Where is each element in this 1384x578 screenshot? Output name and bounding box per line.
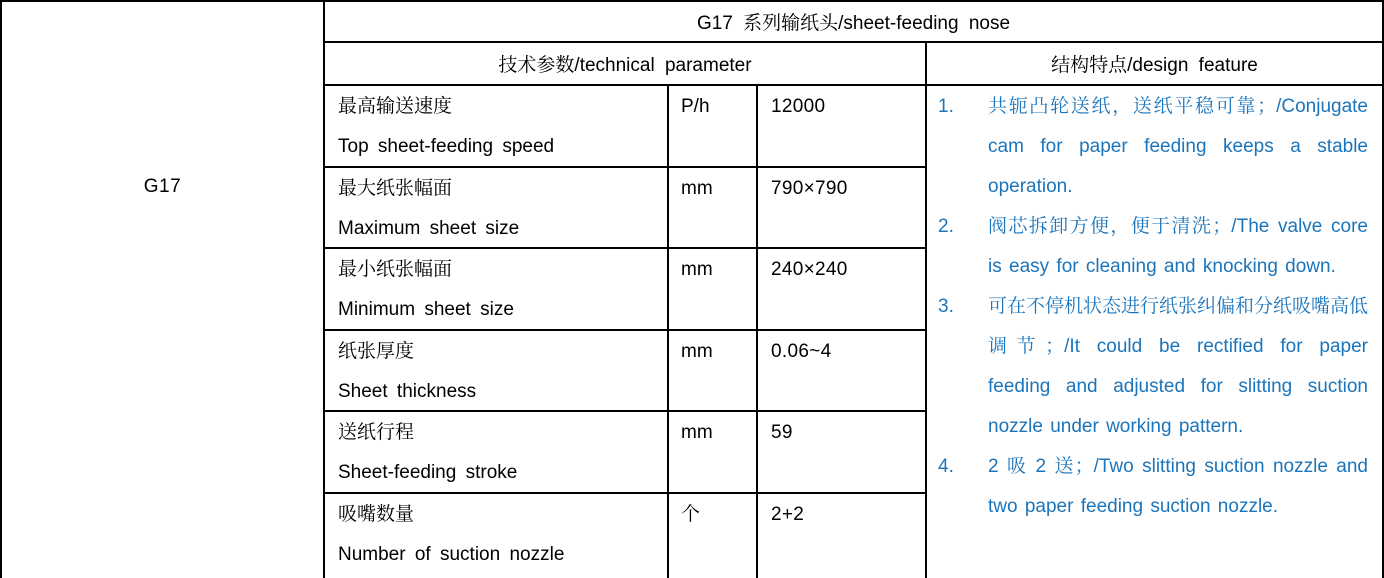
param-name-zh: 吸嘴数量	[338, 504, 415, 525]
param-name-en: Number of suction nozzle	[338, 544, 565, 565]
param-name-zh: 最高输送速度	[338, 96, 453, 117]
param-value: 59	[758, 412, 927, 494]
param-name-en: Minimum sheet size	[338, 299, 514, 320]
feature-text: 可在不停机状态进行纸张纠偏和分纸吸嘴高低调节；/It could be rectified for paper feeding and adjusted for slitting suction nozzle under working pattern.	[988, 296, 1369, 437]
param-value: 790×790	[758, 168, 927, 249]
feature-number: 4.	[938, 456, 954, 477]
param-name-en: Sheet-feeding stroke	[338, 462, 518, 483]
param-name-en: Maximum sheet size	[338, 218, 520, 239]
param-name-feeding-stroke	[325, 412, 669, 494]
design-feature-list	[927, 86, 1382, 578]
model-cell	[2, 2, 325, 578]
param-name-sheet-thickness	[325, 331, 669, 412]
feature-item	[938, 447, 1368, 527]
param-name-zh: 最小纸张幅面	[338, 259, 453, 280]
param-name-en: Top sheet-feeding speed	[338, 136, 555, 157]
param-unit: mm	[669, 249, 758, 331]
param-name-zh: 最大纸张幅面	[338, 178, 453, 199]
feature-number: 3.	[938, 296, 954, 317]
technical-parameter-header: 技术参数/technical parameter	[325, 43, 927, 86]
param-value: 0.06~4	[758, 331, 927, 412]
param-name-en: Sheet thickness	[338, 381, 477, 402]
param-unit: mm	[669, 331, 758, 412]
feature-item	[938, 207, 1368, 287]
param-unit: mm	[669, 168, 758, 249]
param-unit: 个	[669, 494, 758, 578]
feature-item	[938, 87, 1368, 207]
feature-item	[938, 287, 1368, 447]
table-title: G17 系列输纸头/sheet-feeding nose	[325, 2, 1382, 43]
param-name-top-speed	[325, 86, 669, 168]
feature-number: 2.	[938, 216, 954, 237]
param-name-suction-nozzle-count	[325, 494, 669, 578]
param-value: 240×240	[758, 249, 927, 331]
param-unit: P/h	[669, 86, 758, 168]
design-feature-header: 结构特点/design feature	[927, 43, 1382, 86]
feature-number: 1.	[938, 96, 954, 117]
model-label: G17	[143, 176, 182, 197]
feature-text: 共轭凸轮送纸，送纸平稳可靠；/Conjugate cam for paper feeding keeps a stable operation.	[988, 96, 1368, 197]
param-value: 2+2	[758, 494, 927, 578]
param-name-max-sheet-size	[325, 168, 669, 249]
param-name-zh: 纸张厚度	[338, 341, 415, 362]
feature-text: 阀芯拆卸方便，便于清洗；/The valve core is easy for cleaning and knocking down.	[988, 216, 1368, 277]
param-name-min-sheet-size	[325, 249, 669, 331]
param-name-zh: 送纸行程	[338, 422, 415, 443]
feature-text: 2 吸 2 送；/Two slitting suction nozzle and two paper feeding suction nozzle.	[988, 456, 1368, 517]
param-unit: mm	[669, 412, 758, 494]
param-value: 12000	[758, 86, 927, 168]
